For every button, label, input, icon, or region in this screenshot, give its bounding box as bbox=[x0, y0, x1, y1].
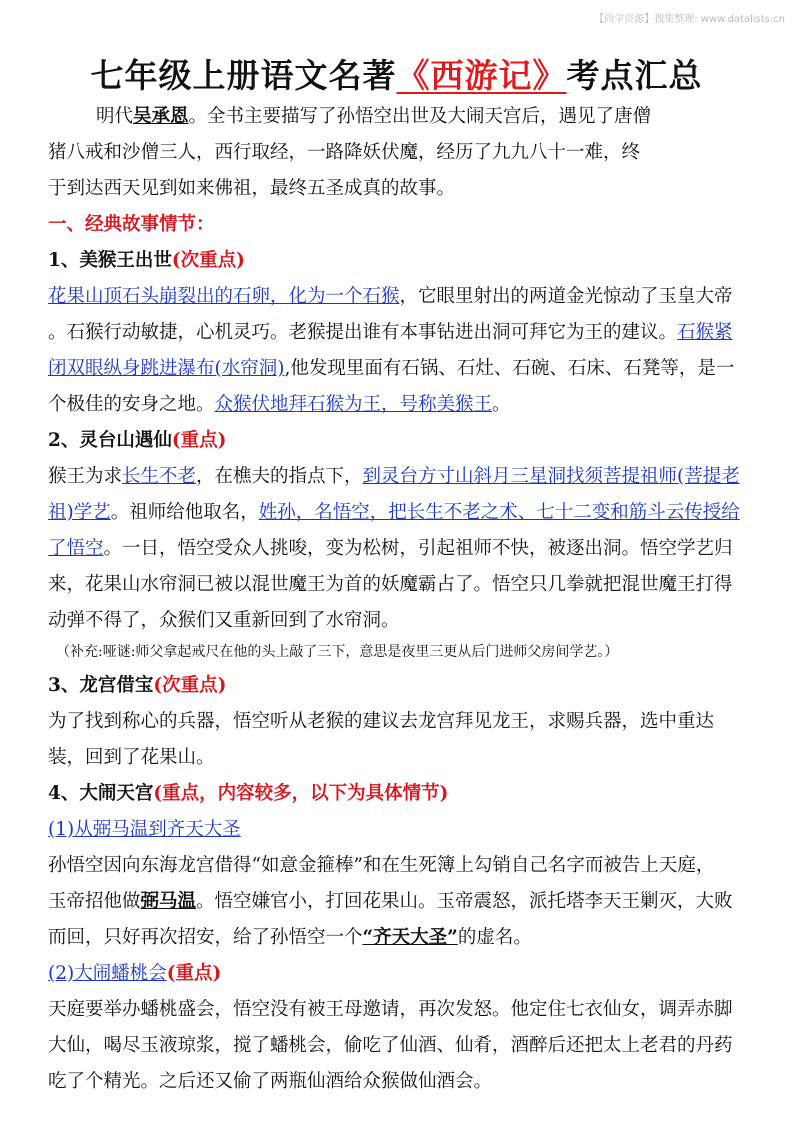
story-2-line-4: 来，花果山水帘洞已被以混世魔王为首的妖魔霸占了。悟空只几拳就把混世魔王打得 bbox=[48, 574, 733, 595]
story-1-line-2: 。石猴行动敏捷，心机灵巧。老猴提出谁有本事钻进出洞可拜它为王的建议。石猴紧 bbox=[48, 322, 733, 343]
story-4-para-2-line-3: 吃了个精光。之后还又偷了两瓶仙酒给众猴做仙酒会。 bbox=[48, 1071, 493, 1092]
title-suffix: 考点汇总 bbox=[566, 56, 703, 95]
story-3-heading: 3、龙宫借宝(次重点) bbox=[48, 675, 227, 696]
intro-line-1: 明代吴承恩。全书主要描写了孙悟空出世及大闹天宫后，遇见了唐僧 bbox=[96, 106, 652, 127]
story-1-line-3: 闭双眼纵身跳进瀑布(水帘洞),他发现里面有石锅、石灶、石碗、石床、石凳等，是一 bbox=[48, 358, 735, 379]
section-heading-plots: 一、经典故事情节： bbox=[48, 214, 215, 235]
story-4-subheading-2: (2)大闹蟠桃会(重点) bbox=[48, 963, 222, 984]
story-4-para-1-line-3: 而回，只好再次招安，给了孙悟空一个“齐天大圣”的虚名。 bbox=[48, 927, 532, 948]
page-title bbox=[0, 50, 793, 97]
intro-line-3: 于到达西天见到如来佛祖，最终五圣成真的故事。 bbox=[48, 178, 456, 199]
author-name: 吴承恩 bbox=[133, 106, 189, 127]
story-2-line-5: 动弹不得了，众猴们又重新回到了水帘洞。 bbox=[48, 610, 400, 631]
story-4-para-1-line-2: 玉帝招他做弼马温。悟空嫌官小，打回花果山。玉帝震怒，派托塔李天王剿灭，大败 bbox=[48, 891, 733, 912]
watermark: 【尚学资源】搜集整理: www.datalists.cn bbox=[594, 14, 785, 25]
story-3-line-2: 装，回到了花果山。 bbox=[48, 747, 215, 768]
story-4-para-2-line-2: 大仙，喝尽玉液琼浆，搅了蟠桃会，偷吃了仙酒、仙肴，酒醉后还把太上老君的丹药 bbox=[48, 1035, 733, 1056]
title-book-name: 《西游记》 bbox=[396, 56, 567, 95]
story-4-para-1-line-1: 孙悟空因向东海龙宫借得“如意金箍棒”和在生死簿上勾销自己名字而被告上天庭， bbox=[48, 855, 715, 876]
story-1-line-1: 花果山顶石头崩裂出的石卵，化为一个石猴，它眼里射出的两道金光惊动了玉皇大帝 bbox=[48, 286, 733, 307]
story-4-heading: 4、大闹天宫(重点，内容较多，以下为具体情节) bbox=[48, 783, 449, 804]
story-2-line-1: 猴王为求长生不老，在樵夫的指点下，到灵台方寸山斜月三星洞找须菩提祖师(菩提老 bbox=[48, 466, 740, 487]
story-1-heading: 1、美猴王出世(次重点) bbox=[48, 250, 245, 271]
story-2-line-3: 了悟空。一日，悟空受众人挑唆，变为松树，引起祖师不快，被逐出洞。悟空学艺归 bbox=[48, 538, 733, 559]
story-2-line-2: 祖)学艺。祖师给他取名，姓孙，名悟空，把长生不老之术、七十二变和筋斗云传授给 bbox=[48, 502, 740, 523]
story-2-note: （补充:哑谜:师父拿起戒尺在他的头上敲了三下，意思是夜里三更从后门进师父房间学艺。） bbox=[56, 644, 619, 660]
story-3-line-1: 为了找到称心的兵器，悟空听从老猴的建议去龙宫拜见龙王，求赐兵器，选中重达 bbox=[48, 711, 715, 732]
story-1-line-4: 个极佳的安身之地。众猴伏地拜石猴为王，号称美猴王。 bbox=[48, 394, 511, 415]
intro-line-2: 猪八戒和沙僧三人，西行取经，一路降妖伏魔，经历了九九八十一难，终 bbox=[48, 142, 641, 163]
story-4-subheading-1: (1)从弼马温到齐天大圣 bbox=[48, 819, 241, 840]
story-2-heading: 2、灵台山遇仙(重点) bbox=[48, 430, 227, 451]
title-prefix: 七年级上册语文名著 bbox=[90, 56, 397, 95]
story-4-para-2-line-1: 天庭要举办蟠桃盛会，悟空没有被王母邀请，再次发怒。他定住七衣仙女，调弄赤脚 bbox=[48, 999, 733, 1020]
